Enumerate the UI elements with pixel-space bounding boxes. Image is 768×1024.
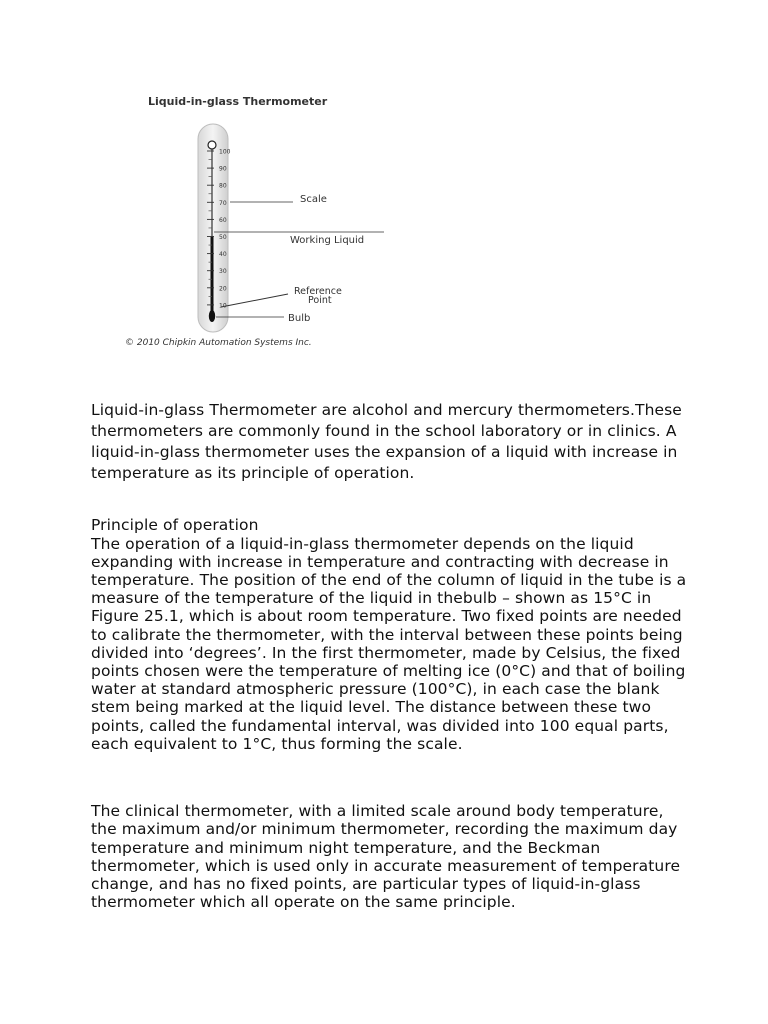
scale-tick-label: 40 [219,251,227,259]
thermometer-svg [118,88,398,358]
scale-tick-label: 50 [219,234,227,241]
liquid-column [211,237,214,315]
scale-tick-label: 100 [219,148,231,156]
principle-heading: Principle of operation [91,516,259,534]
reference-label-line2: Point [308,295,332,306]
scale-tick-label: 10 [219,302,227,310]
working-liquid-label: Working Liquid [290,235,365,246]
thermometer-diagram [118,88,398,358]
top-reservoir [208,141,216,149]
scale-tick-label: 80 [219,182,227,190]
scale-tick-label: 30 [219,268,227,276]
diagram-title: Liquid-in-glass Thermometer [148,95,328,108]
scale-label: Scale [300,194,327,205]
scale-tick-label: 60 [219,216,227,224]
bulb [209,310,215,322]
reference-label-line1: Reference [294,286,342,297]
scale-tick-label: 20 [219,285,227,293]
intro-paragraph: Liquid-in-glass Thermometer are alcohol and mercury thermometers.These thermometers are commonly found in the school laboratory or in clinics. A liquid-in-glass thermometer uses the expansion of a liquid with increase in temperature as its principle of operation. [91,401,682,482]
scale-tick-label: 70 [219,199,227,207]
principle-paragraph: The operation of a liquid-in-glass thermometer depends on the liquid expanding with increase in temperature and contracting with decrease in temperature. The position of the end of the column of liquid in the tube is a measure of the temperature of the liquid in thebulb – shown as 15°C in Figure 25.1, which is about room temperature. Two fixed points are needed to calibrate the thermometer, with the interval between these points being divided into ‘degrees’. In the first thermometer, made by Celsius, the fixed points chosen were the temperature of melting ice (0°C) and that of boiling water at standard atmospheric pressure (100°C), in each case the blank stem being marked at the liquid level. The distance between these two points, called the fundamental interval, was divided into 100 equal parts, each equivalent to 1°C, thus forming the scale. [91,534,687,753]
bulb-label: Bulb [288,313,311,324]
scale-tick-label: 90 [219,165,227,173]
clinical-paragraph: The clinical thermometer, with a limited scale around body temperature, the maximum and/or minimum thermometer, recording the maximum day temperature and minimum night temperature, and the Beckman thermometer, which is used only in accurate measurement of temperature change, and has no fixed points, are particular types of liquid-in-glass thermometer which all operate on the same principle. [91,802,681,912]
copyright-notice: © 2010 Chipkin Automation Systems Inc. [125,338,312,348]
